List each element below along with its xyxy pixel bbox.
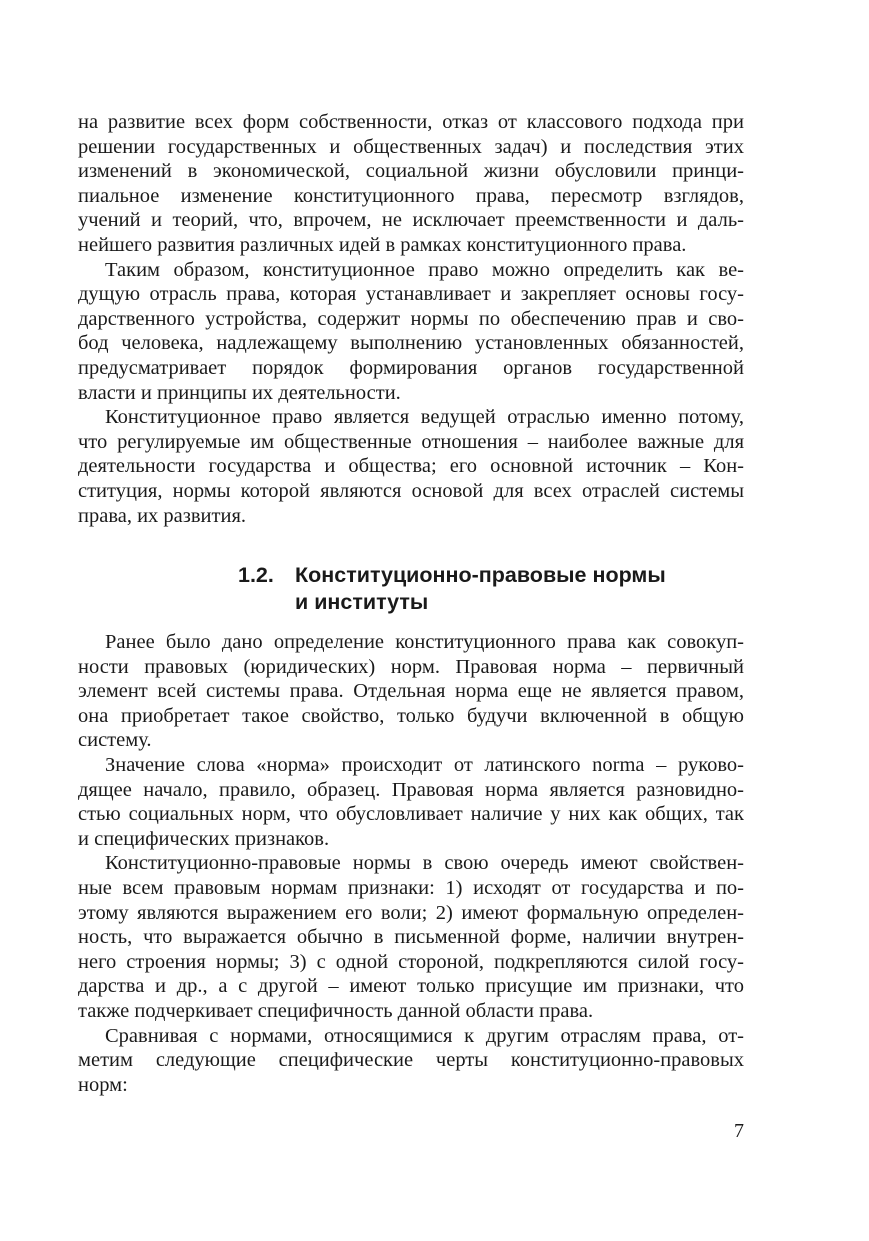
- text-line: стью социальных норм, что обусловливает наличие у них как общих, так: [78, 803, 744, 826]
- section-number: 1.2.: [238, 563, 274, 587]
- text-line: него строения нормы; 3) с одной стороной, подкрепляются силой госу-: [78, 950, 744, 973]
- text-line: дарственного устройства, содержит нормы по обеспечению прав и сво-: [78, 307, 744, 330]
- text-line: нейшего развития различных идей в рамках конституционного права.: [78, 233, 687, 256]
- text-line: Конституционное право является ведущей отраслью именно потому,: [105, 406, 744, 429]
- text-line: решении государственных и общественных задач) и последствия этих: [78, 135, 744, 158]
- paragraph: [78, 753, 744, 851]
- section-title-line-2: и институты: [295, 590, 429, 614]
- text-line: Значение слова «норма» происходит от латинского norma – руково-: [105, 753, 744, 776]
- text-line: что регулируемые им общественные отношения – наиболее важные для: [78, 430, 744, 453]
- text-line: ные всем правовым нормам признаки: 1) исходят от государства и по-: [78, 876, 744, 899]
- text-line: пиальное изменение конституционного права, пересмотр взглядов,: [78, 184, 744, 207]
- text-line: Сравнивая с нормами, относящимися к другим отраслям права, от-: [105, 1024, 744, 1047]
- text-line: Таким образом, конституционное право можно определить как ве-: [105, 258, 744, 281]
- text-line: систему.: [78, 729, 152, 752]
- paragraph: [78, 405, 744, 528]
- text-line: норм:: [78, 1073, 128, 1096]
- text-line: Ранее было дано определение конституционного права как совокуп-: [105, 631, 744, 653]
- text-line: элемент всей системы права. Отдельная норма еще не является правом,: [78, 680, 744, 703]
- paragraph: [78, 851, 744, 1023]
- text-line: деятельности государства и общества; его основной источник – Кон-: [78, 455, 744, 478]
- text-line: ность, что выражается обычно в письменной форме, наличии внутрен-: [78, 926, 744, 949]
- bottom-text-block: [78, 630, 744, 1097]
- text-line: власти и принципы их деятельности.: [78, 381, 401, 404]
- top-text-block: [78, 110, 744, 528]
- paragraph: [78, 258, 744, 406]
- section-title-line-1: Конституционно-правовые нормы: [295, 563, 666, 587]
- text-line: Конституционно-правовые нормы в свою очередь имеют свойствен-: [105, 852, 744, 875]
- text-line: на развитие всех форм собственности, отказ от классового подхода при: [78, 111, 744, 133]
- text-line: ности правовых (юридических) норм. Правовая норма – первичный: [78, 655, 744, 678]
- text-line: дарства и др., а с другой – имеют только присущие им признаки, что: [78, 975, 744, 998]
- page-number: 7: [734, 1120, 744, 1142]
- text-line: бод человека, надлежащему выполнению установленных обязанностей,: [78, 332, 744, 355]
- text-line: учений и теорий, что, впрочем, не исключает преемственности и даль-: [78, 209, 744, 232]
- text-line: предусматривает порядок формирования органов государственной: [78, 356, 744, 379]
- paragraph: [78, 110, 744, 258]
- text-line: дущую отрасль права, которая устанавливает и закрепляет основы госу-: [78, 283, 744, 306]
- text-line: метим следующие специфические черты конституционно-правовых: [78, 1049, 744, 1072]
- text-line: она приобретает такое свойство, только будучи включенной в общую: [78, 704, 744, 727]
- text-line: права, их развития.: [78, 504, 247, 527]
- text-line: изменений в экономической, социальной жизни обусловили принци-: [78, 160, 744, 183]
- text-line: и специфических признаков.: [78, 827, 330, 850]
- text-line: ституция, нормы которой являются основой для всех отраслей системы: [78, 479, 744, 502]
- text-line: дящее начало, правило, образец. Правовая норма является разновидно-: [78, 778, 744, 801]
- paragraph: [78, 630, 744, 753]
- section-heading: [238, 562, 698, 616]
- paragraph: [78, 1024, 744, 1098]
- text-line: также подчеркивает специфичность данной области права.: [78, 999, 594, 1022]
- text-line: этому являются выражением его воли; 2) имеют формальную определен-: [78, 901, 744, 924]
